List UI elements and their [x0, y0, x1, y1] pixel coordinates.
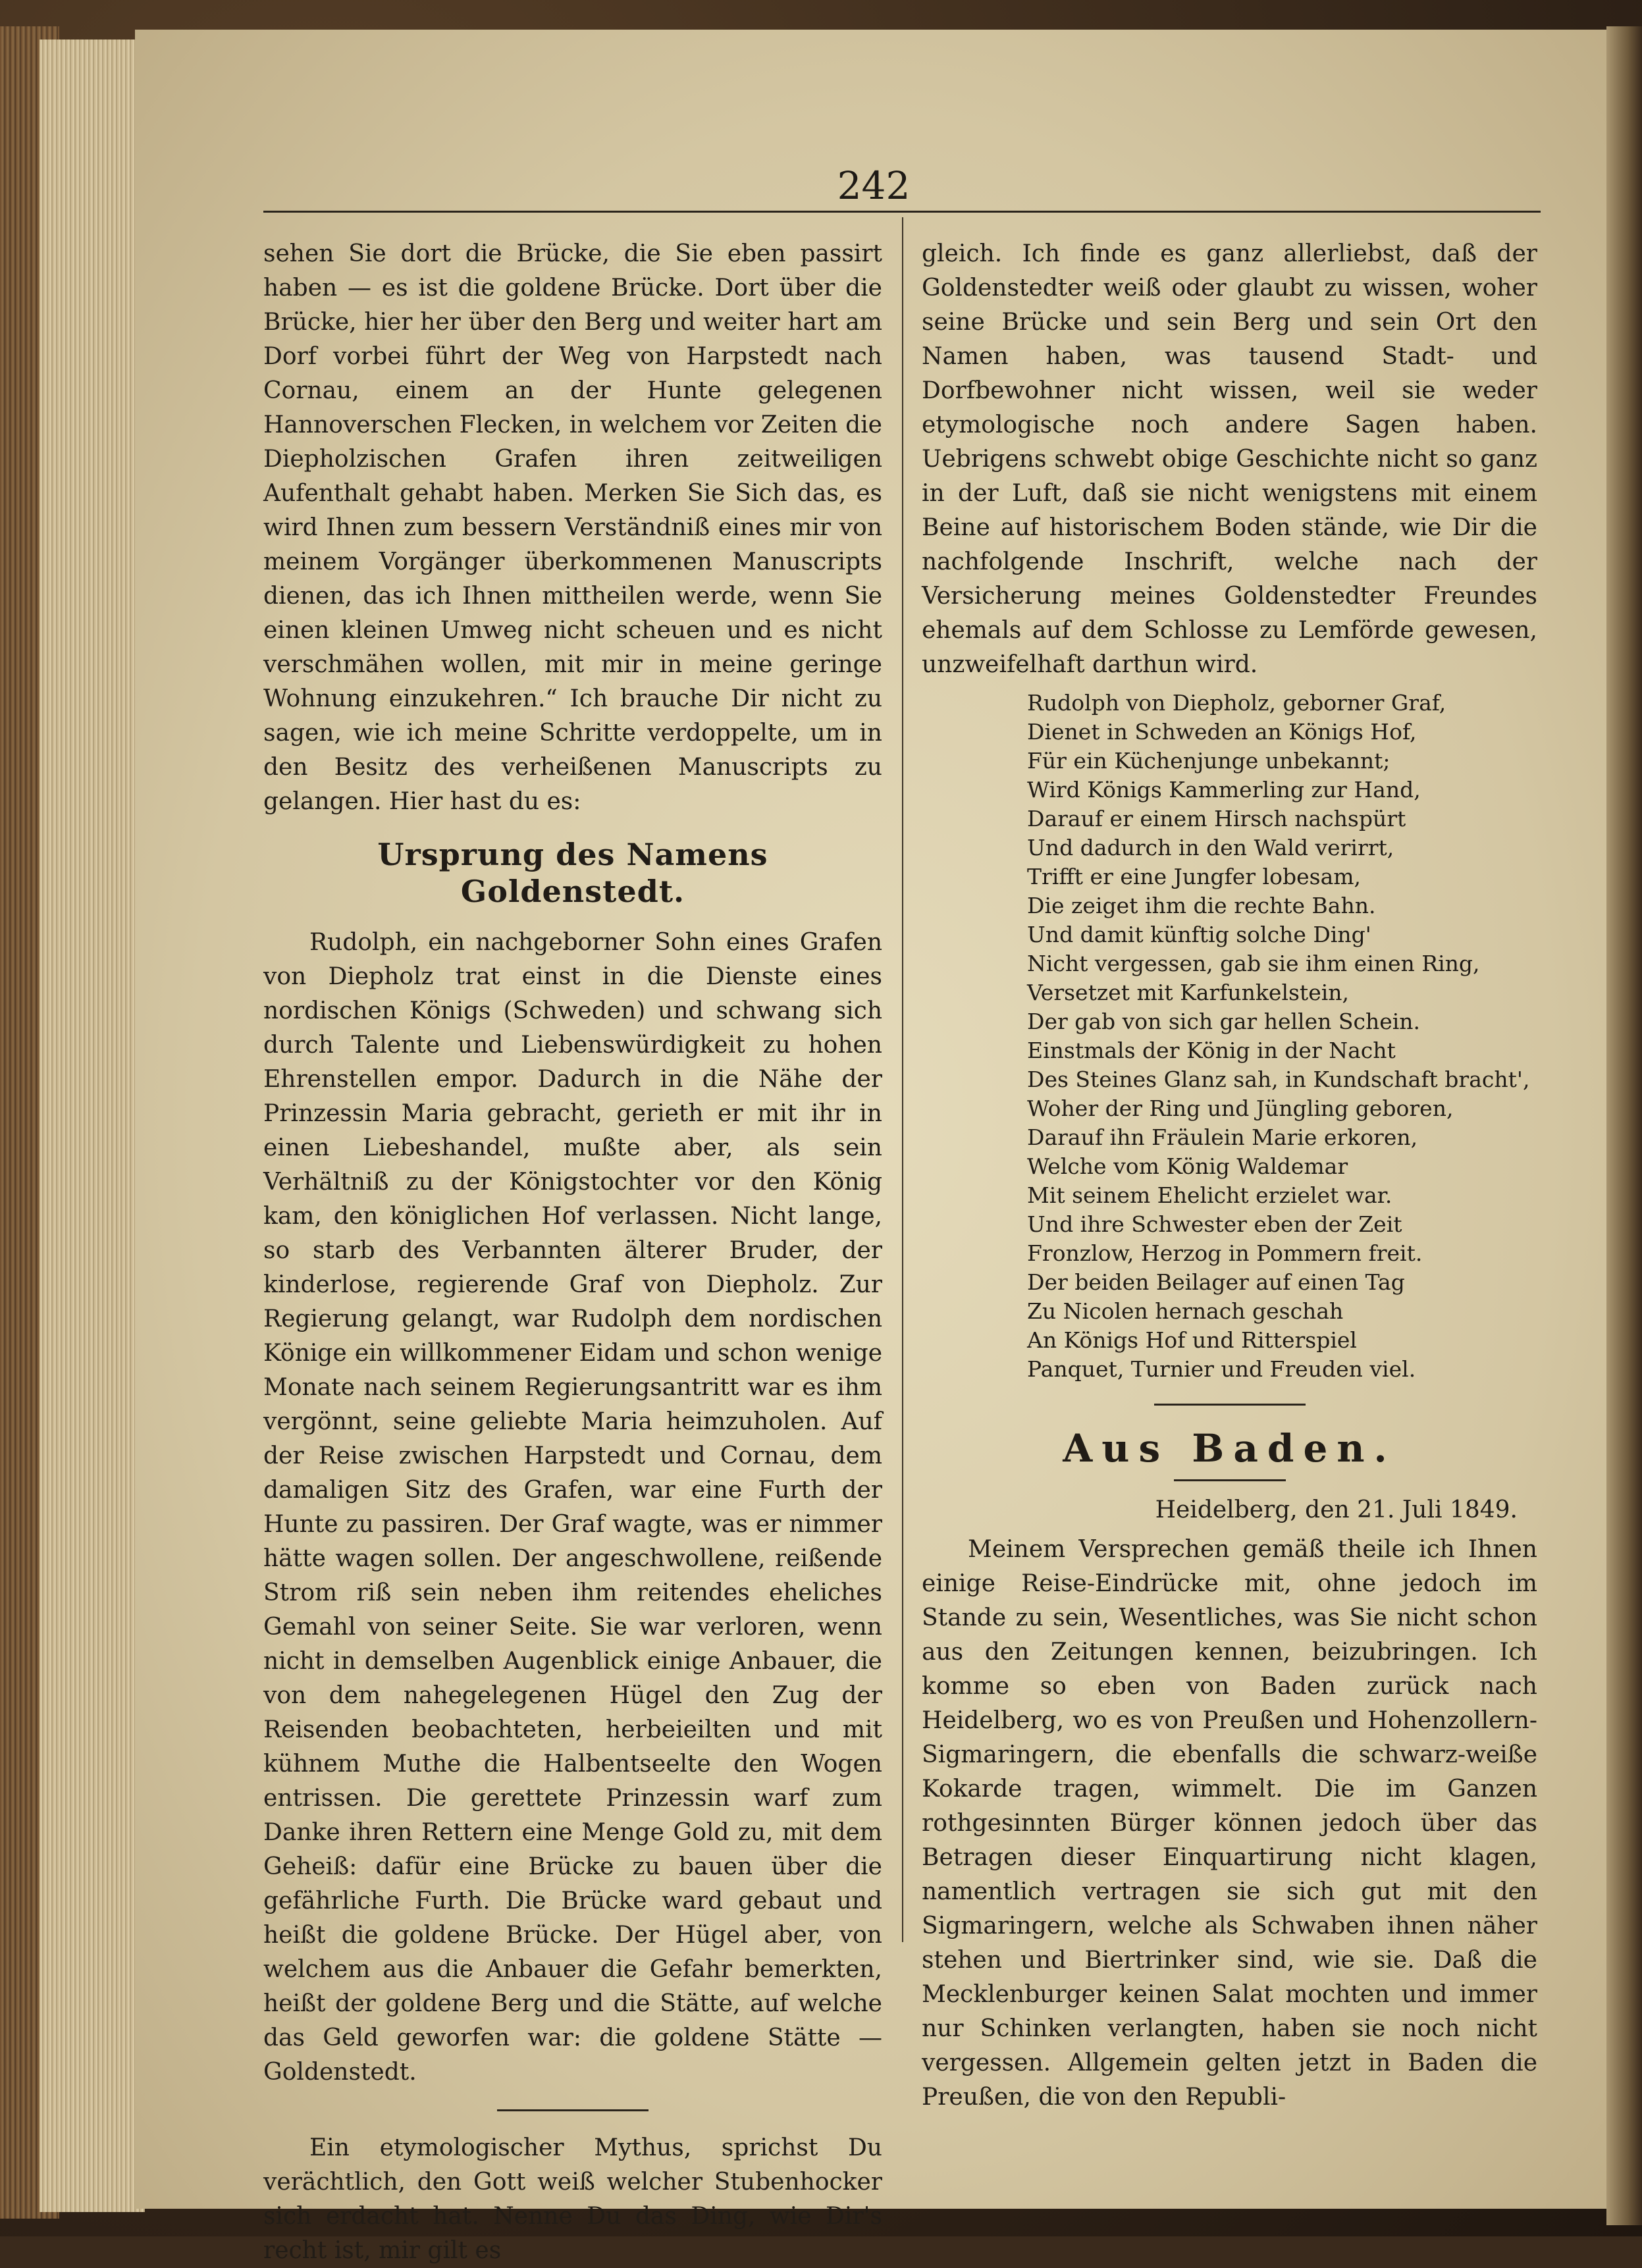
- verse-line: Zu Nicolen hernach geschah: [1027, 1298, 1344, 1324]
- continuation-paragraph: gleich. Ich finde es ganz allerliebst, daß der Goldenstedter weiß oder glaubt zu wissen, woher seine Brücke und sein Berg und sein Ort den Namen haben, was tausend Stadt- und Dorfbewohner nicht wissen, weil sie weder etymologische noch andere Sagen haben. Uebrigens schwebt obige Geschichte nicht so ganz in der Luft, daß sie nicht wenigstens mit einem Beine auf historischem Boden stände, wie Dir die nachfolgende Inschrift, welche nach der Versicherung meines Goldenstedter Freundes ehemals auf dem Schlosse zu Lemförde gewesen, unzweifelhaft darthun wird.: [922, 240, 1537, 678]
- verse-line: Panquet, Turnier und Freuden viel.: [1027, 1356, 1416, 1382]
- section-separator: [497, 2109, 649, 2111]
- dateline: Heidelberg, den 21. Juli 1849.: [1155, 1496, 1518, 1523]
- verse-line: Darauf er einem Hirsch nachspürt: [1027, 806, 1406, 831]
- verse-line: Rudolph von Diepholz, geborner Graf,: [1027, 690, 1446, 716]
- article-title: Aus Baden.: [1063, 1426, 1396, 1471]
- page-number: 242: [837, 163, 911, 208]
- verse-line: An Königs Hof und Ritterspiel: [1027, 1327, 1357, 1353]
- title-underline: [1174, 1479, 1286, 1481]
- verse-line: Dienet in Schweden an Königs Hof,: [1027, 719, 1417, 745]
- report-paragraph: Meinem Versprechen gemäß theile ich Ihnen einige Reise-Eindrücke mit, ohne jedoch im Stande zu sein, Wesentliches, was Sie nicht schon aus den Zeitungen kennen, beizubringen. Ich komme so eben von Baden zurück nach Heidelberg, wo es von Preußen und Hohenzollern-Sigmaringern, die ebenfalls die schwarz-weiße Kokarde tragen, wimmelt. Die im Ganzen rothgesinnten Bürger können jedoch über das Betragen dieser Einquartirung nicht klagen, namentlich vertragen sie sich gut mit den Sigmaringern, welche als Schwaben ihnen näher stehen und Biertrinker sind, wie sie. Daß die Mecklenburger keinen Salat mochten und immer nur Schinken verlangten, haben sie noch nicht vergessen. Allgemein gelten jetzt in Baden die Preußen, die von den Republi-: [922, 1536, 1537, 2111]
- verse-line: Darauf ihn Fräulein Marie erkoren,: [1027, 1124, 1418, 1150]
- left-column: [263, 237, 882, 2268]
- book-gutter: [1606, 26, 1642, 2225]
- section-separator: [1154, 1404, 1306, 1406]
- verse-line: Mit seinem Ehelicht erzielet war.: [1027, 1182, 1392, 1208]
- inscription-verse: [1027, 689, 1537, 1384]
- header-rule: [263, 211, 1541, 213]
- verse-line: Und ihre Schwester eben der Zeit: [1027, 1211, 1402, 1237]
- right-column: [922, 237, 1537, 2115]
- verse-line: Trifft er eine Jungfer lobesam,: [1027, 864, 1362, 889]
- verse-line: Und dadurch in den Wald verirrt,: [1027, 835, 1394, 860]
- page-edges-stack: [40, 40, 145, 2212]
- verse-line: Welche vom König Waldemar: [1027, 1153, 1348, 1179]
- verse-line: Die zeiget ihm die rechte Bahn.: [1027, 893, 1376, 918]
- verse-line: Versetzet mit Karfunkelstein,: [1027, 980, 1350, 1005]
- verse-line: Wird Königs Kammerling zur Hand,: [1027, 777, 1421, 803]
- closing-paragraph: Ein etymologischer Mythus, sprichst Du verächtlich, den Gott weiß welcher Stubenhocker sich erdacht hat. Nenne Du das Ding, wie Dir's recht ist, mir gilt es: [263, 2134, 882, 2264]
- intro-paragraph: sehen Sie dort die Brücke, die Sie eben passirt haben — es ist die goldene Brücke. Dort über die Brücke, hier her über den Berg und weiter hart am Dorf vorbei führt der Weg von Harpstedt nach Cornau, einem an der Hunte gelegenen Hannoverschen Flecken, in welchem vor Zeiten die Diepholzischen Grafen ihren zeitweiligen Aufenthalt gehabt haben. Merken Sie Sich das, es wird Ihnen zum bessern Verständniß eines mir von meinem Vorgänger überkommenen Manuscripts dienen, das ich Ihnen mittheilen werde, wenn Sie einen kleinen Umweg nicht scheuen und es nicht verschmähen wollen, mit mir in meine geringe Wohnung einzukehren.“ Ich brauche Dir nicht zu sagen, wie ich meine Schritte verdoppelte, um in den Besitz des verheißenen Manuscripts zu gelangen. Hier hast du es:: [263, 240, 882, 815]
- verse-line: Des Steines Glanz sah, in Kundschaft bracht',: [1027, 1067, 1530, 1092]
- verse-line: Einstmals der König in der Nacht: [1027, 1038, 1396, 1063]
- verse-line: Der beiden Beilager auf einen Tag: [1027, 1269, 1405, 1295]
- verse-line: Woher der Ring und Jüngling geboren,: [1027, 1095, 1454, 1121]
- verse-line: Nicht vergessen, gab sie ihm einen Ring,: [1027, 951, 1480, 976]
- section-title: Ursprung des Namens Goldenstedt.: [377, 837, 768, 909]
- verse-line: Fronzlow, Herzog in Pommern freit.: [1027, 1240, 1423, 1266]
- story-paragraph: Rudolph, ein nachgeborner Sohn eines Grafen von Diepholz trat einst in die Dienste eines nordischen Königs (Schweden) und schwang sich durch Talente und Liebenswürdigkeit zu hohen Ehrenstellen empor. Dadurch in die Nähe der Prinzessin Maria gebracht, gerieth er mit ihr in einen Liebeshandel, mußte aber, als sein Verhältniß zu der Königstochter vor den König kam, den königlichen Hof verlassen. Nicht lange, so starb des Verbannten älterer Bruder, der kinderlose, regierende Graf von Diepholz. Zur Regierung gelangt, war Rudolph dem nordischen Könige ein willkommener Eidam und schon wenige Monate nach seinem Regierungsantritt war es ihm vergönnt, seine geliebte Maria heimzuholen. Auf der Reise zwischen Harpstedt und Cornau, dem damaligen Sitz des Grafen, war eine Furth der Hunte zu passiren. Der Graf wagte, was er nimmer hätte wagen sollen. Der angeschwollene, reißende Strom riß sein neben ihm reitendes eheliches Gemahl von seiner Seite. Sie war verloren, wenn nicht in demselben Augenblick einige Anbauer, die von dem nahegelegenen Hügel den Zug der Reisenden beobachteten, herbeieilten und mit kühnem Muthe die Halbentseelte den Wogen entrissen. Die gerettete Prinzessin warf zum Danke ihren Rettern eine Menge Gold zu, mit dem Geheiß: dafür eine Brücke zu bauen über die gefährliche Furth. Die Brücke ward gebaut und heißt die goldene Brücke. Der Hügel aber, von welchem aus die Anbauer die Gefahr bemerkten, heißt der goldene Berg und die Stätte, auf welche das Geld geworfen war: die goldene Stätte — Goldenstedt.: [263, 929, 882, 2086]
- column-divider: [902, 217, 903, 1942]
- verse-line: Für ein Küchenjunge unbekannt;: [1027, 748, 1390, 774]
- verse-line: Der gab von sich gar hellen Schein.: [1027, 1009, 1421, 1034]
- verse-line: Und damit künftig solche Ding': [1027, 922, 1371, 947]
